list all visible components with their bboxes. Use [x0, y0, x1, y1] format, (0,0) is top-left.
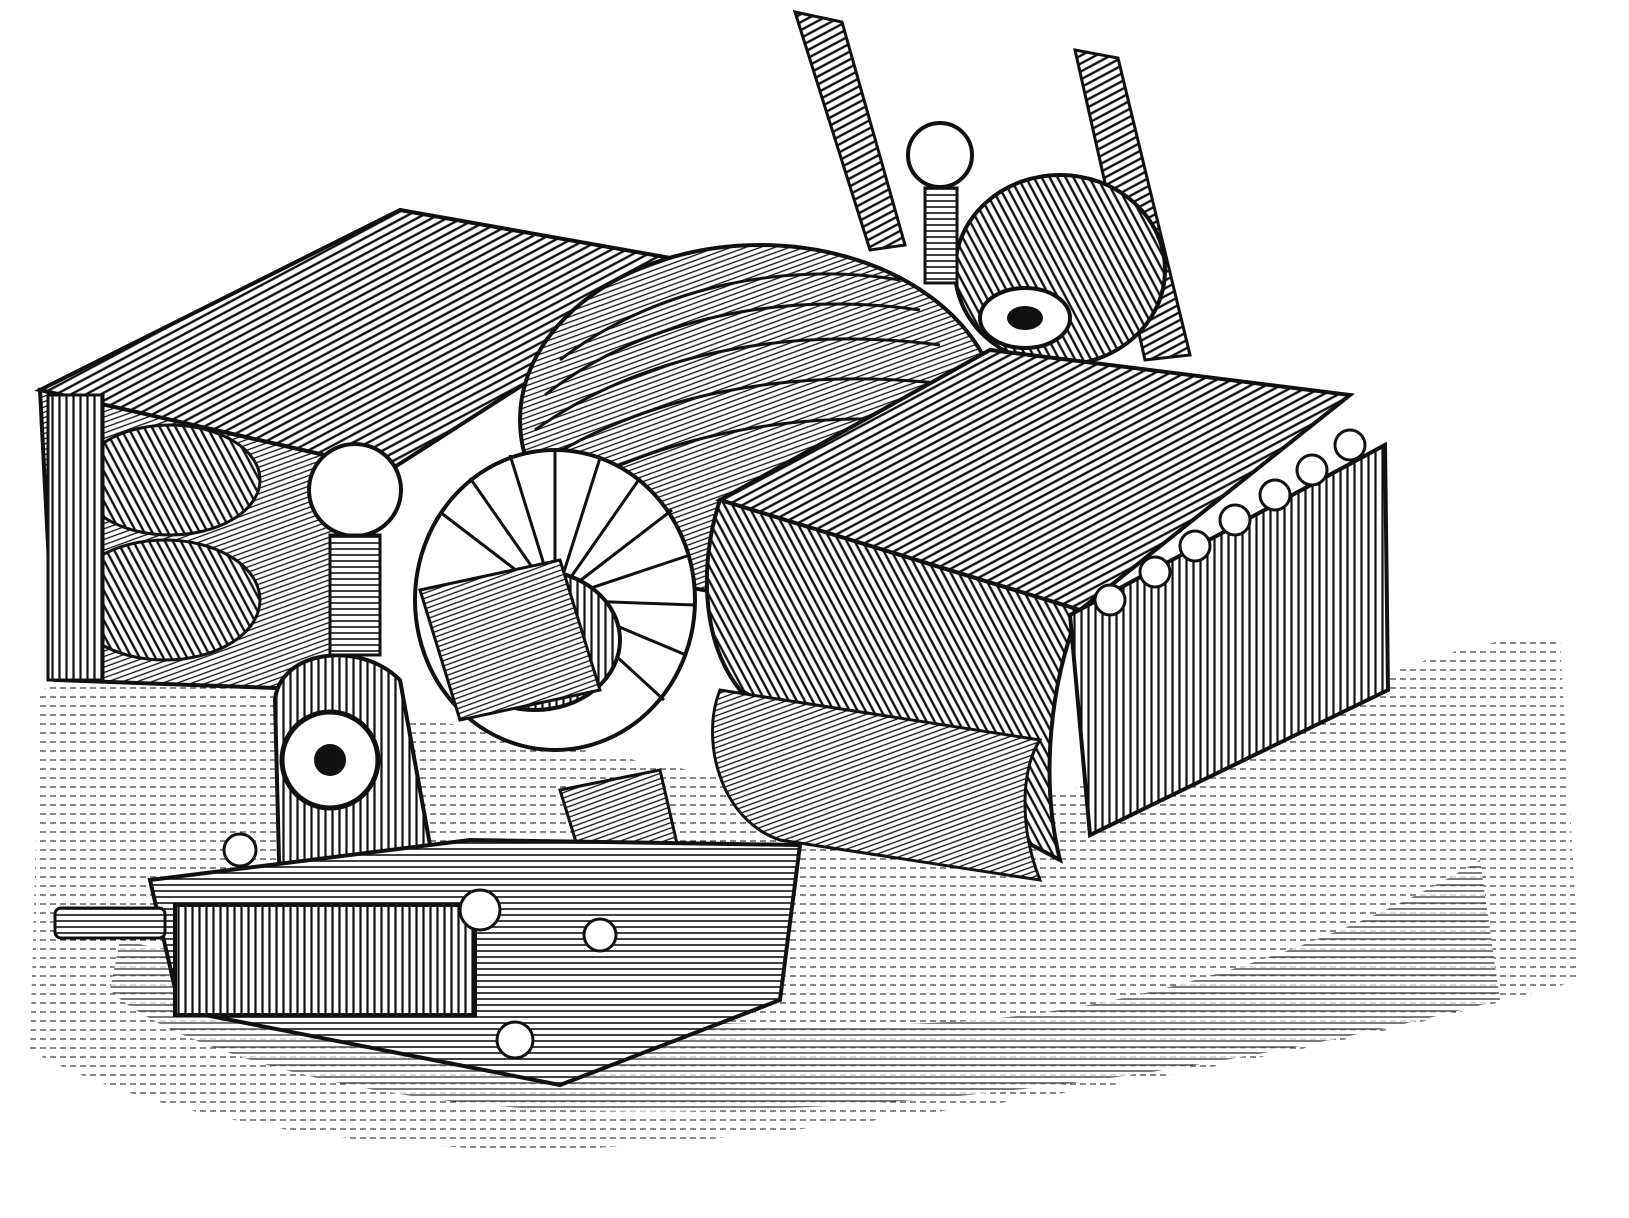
bolt-head [1180, 531, 1210, 561]
base-bolt [584, 919, 616, 951]
rear-oil-cup-stem [925, 188, 957, 283]
bolt-head [1335, 430, 1365, 460]
front-oil-cup-knob [309, 444, 401, 536]
left-coil-loop-upper [80, 425, 260, 535]
base-bolt [224, 834, 256, 866]
terminal-screw [55, 908, 165, 938]
bolt-head [1260, 480, 1290, 510]
bolt-head [1220, 505, 1250, 535]
front-bearing-bore [314, 744, 346, 776]
pulley-bore [1007, 306, 1043, 330]
base-bolt [460, 890, 500, 930]
left-end-plate [48, 395, 103, 680]
bolt-head [1297, 455, 1327, 485]
bolt-head [1095, 585, 1125, 615]
base-bolt [497, 1022, 533, 1058]
drive-belt-left [795, 12, 905, 250]
bolt-head [1140, 557, 1170, 587]
terminal-rail [175, 905, 475, 1015]
rear-oil-cup-knob [908, 123, 972, 187]
front-oil-cup-stem [330, 535, 380, 655]
